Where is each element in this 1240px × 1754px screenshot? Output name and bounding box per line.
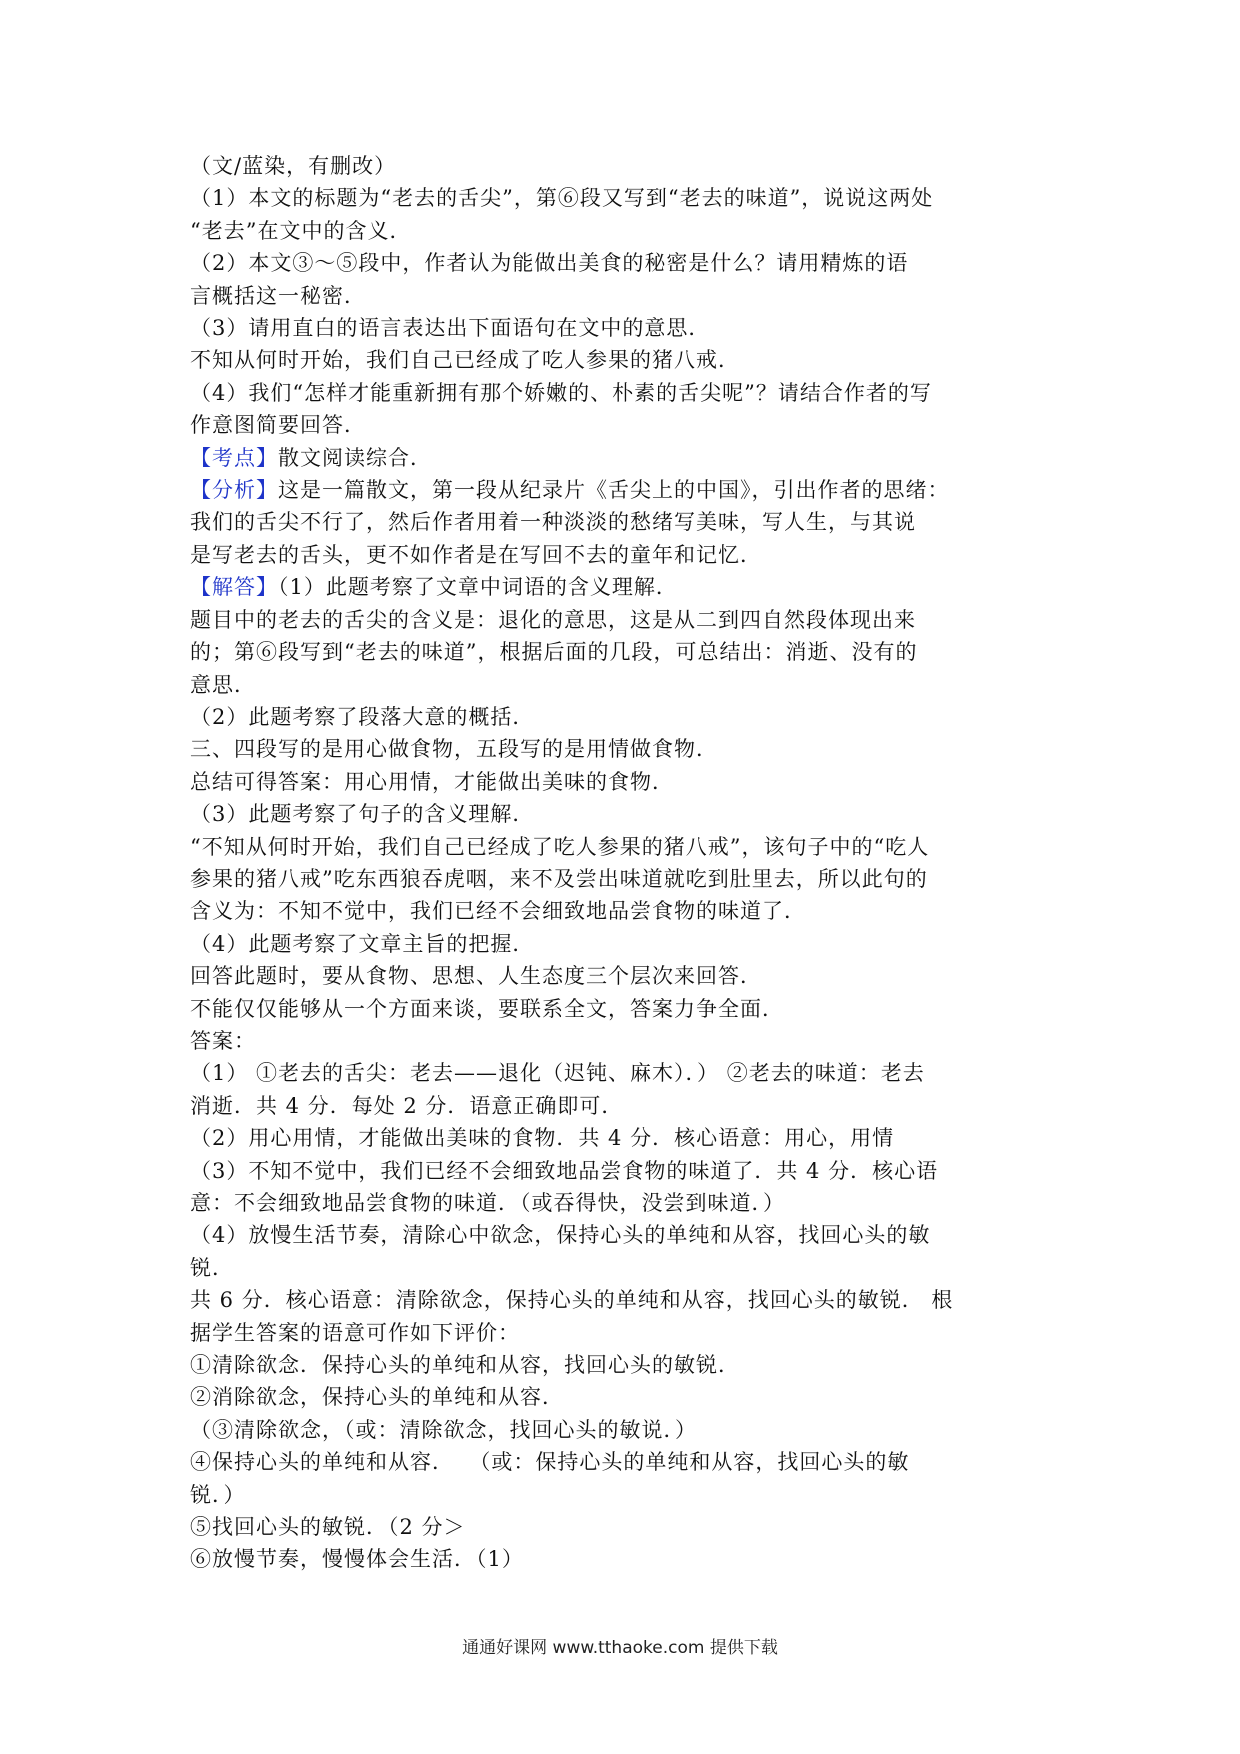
scoring-line-1: 共 6 分．核心语意：清除欲念，保持心头的单纯和从容，找回心头的敏锐． 根: [190, 1288, 954, 1313]
kaodian-line: [190, 442, 1050, 474]
final-answer-3-line-1: （3）不知不觉中，我们已经不会细致地品尝食物的味道了．共 4 分．核心语: [190, 1158, 939, 1183]
jieda-label: 【解答】: [190, 575, 278, 600]
question-4-line-2: 作意图简要回答．: [190, 413, 366, 438]
answers-heading: 答案：: [190, 1028, 256, 1053]
rubric-item-5: ⑤找回心头的敏锐．（2 分＞: [190, 1515, 466, 1540]
answer-1-explain-1: 题目中的老去的舌尖的含义是：退化的意思，这是从二到四自然段体现出来: [190, 607, 916, 632]
kaodian-text: 散文阅读综合．: [278, 445, 432, 470]
source-line: （文/蓝染，有删改）: [190, 154, 397, 178]
final-answer-1-line-1: （1） ①老去的舌尖：老去——退化（迟钝、麻木）．） ②老去的味道：老去: [190, 1061, 925, 1086]
answer-4-explain-1: 回答此题时，要从食物、思想、人生态度三个层次来回答．: [190, 964, 762, 989]
final-answer-4-line-2: 锐．: [190, 1255, 234, 1280]
answer-1-explain-2: 的；第⑥段写到“老去的味道”，根据后面的几段，可总结出：消逝、没有的: [190, 640, 918, 665]
rubric-item-1: ①清除欲念．保持心头的单纯和从容，找回心头的敏锐．: [190, 1353, 740, 1378]
fenxi-line-2: 我们的舌尖不行了，然后作者用着一种淡淡的愁绪写美味，写人生，与其说: [190, 510, 916, 535]
answer-3-explain-1: “不知从何时开始，我们自己已经成了吃人参果的猪八戒”，该句子中的“吃人: [190, 834, 930, 859]
rubric-item-6: ⑥放慢节奏，慢慢体会生活．（1）: [190, 1547, 524, 1572]
final-answer-3-line-2: 意：不会细致地品尝食物的味道．（或吞得快，没尝到味道．）: [190, 1191, 785, 1215]
answer-3-explain-3: 含义为：不知不觉中，我们已经不会细致地品尝食物的味道了．: [190, 899, 806, 924]
quoted-sentence: 不知从何时开始，我们自己已经成了吃人参果的猪八戒．: [190, 348, 740, 373]
final-answer-1-line-2: 消逝．共 4 分．每处 2 分．语意正确即可．: [190, 1093, 624, 1118]
jieda-text: （1）此题考察了文章中词语的含义理解．: [278, 575, 678, 600]
question-2-line-2: 言概括这一秘密．: [190, 283, 366, 308]
question-2-line-1: （2）本文③～⑤段中，作者认为能做出美食的秘密是什么？请用精炼的语: [190, 251, 909, 276]
question-1-line-2: “老去”在文中的含义．: [190, 218, 412, 243]
page-footer: 通通好课网 www.tthaoke.com 提供下载: [462, 1638, 778, 1658]
question-3-line: （3）请用直白的语言表达出下面语句在文中的意思．: [190, 316, 711, 341]
final-answer-2: （2）用心用情，才能做出美味的食物．共 4 分．核心语意：用心，用情: [190, 1126, 895, 1151]
answer-4-explain-2: 不能仅仅能够从一个方面来谈，要联系全文，答案力争全面．: [190, 996, 784, 1021]
rubric-item-4-line-2: 锐．）: [190, 1482, 246, 1507]
fenxi-line-1: [190, 474, 1050, 506]
answer-2-title: （2）此题考察了段落大意的概括．: [190, 704, 535, 729]
answer-2-summary: 总结可得答案：用心用情，才能做出美味的食物．: [190, 769, 674, 794]
scoring-line-2: 据学生答案的语意可作如下评价：: [190, 1320, 520, 1345]
kaodian-label: 【考点】: [190, 445, 278, 470]
rubric-item-2: ②消除欲念，保持心头的单纯和从容．: [190, 1385, 564, 1410]
fenxi-line-3: 是写老去的舌头，更不如作者是在写回不去的童年和记忆．: [190, 542, 762, 567]
document-body: [190, 150, 1050, 1576]
answer-2-explain: 三、四段写的是用心做食物，五段写的是用情做食物．: [190, 737, 718, 762]
fenxi-text: 这是一篇散文，第一段从纪录片《舌尖上的中国》，引出作者的思绪：: [278, 478, 950, 503]
answer-4-title: （4）此题考察了文章主旨的把握．: [190, 931, 535, 956]
fenxi-label: 【分析】: [190, 478, 278, 503]
answer-3-title: （3）此题考察了句子的含义理解．: [190, 802, 535, 827]
rubric-item-4-line-1: ④保持心头的单纯和从容． （或：保持心头的单纯和从容，找回心头的敏: [190, 1450, 910, 1475]
final-answer-4-line-1: （4）放慢生活节奏，清除心中欲念，保持心头的单纯和从容，找回心头的敏: [190, 1223, 931, 1248]
question-4-line-1: （4）我们“怎样才能重新拥有那个娇嫩的、朴素的舌尖呢”？请结合作者的写: [190, 380, 932, 405]
jieda-line: [190, 571, 1050, 603]
answer-1-explain-3: 意思．: [190, 672, 256, 697]
question-1-line-1: （1）本文的标题为“老去的舌尖”，第⑥段又写到“老去的味道”，说说这两处: [190, 186, 934, 211]
rubric-item-3: （③清除欲念，（或：清除欲念，找回心头的敏说．）: [190, 1417, 697, 1442]
answer-3-explain-2: 参果的猪八戒”吃东西狼吞虎咽，来不及尝出味道就吃到肚里去，所以此句的: [190, 866, 928, 891]
